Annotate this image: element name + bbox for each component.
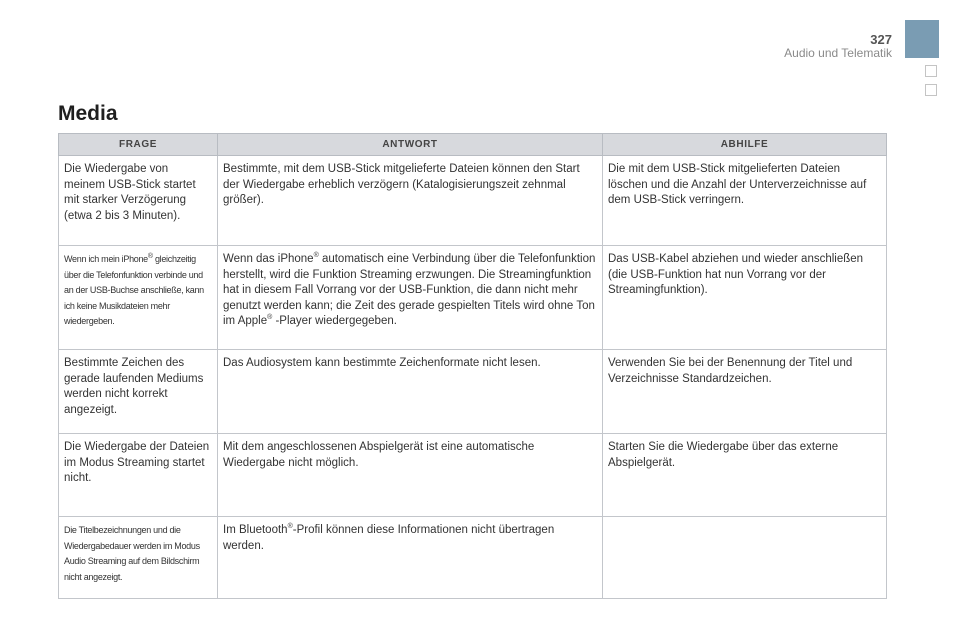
abhilfe-cell: Verwenden Sie bei der Benennung der Titel und Verzeichnisse Standardzeichen. — [603, 350, 887, 434]
page-heading: Media — [58, 102, 118, 125]
frage-text: Wenn ich mein iPhone — [64, 254, 148, 264]
registered-mark: ® — [267, 314, 273, 322]
frage-cell: Die Wiedergabe von meinem USB-Stick startet mit starker Verzögerung (etwa 2 bis 3 Minuten). — [59, 156, 218, 246]
antwort-cell — [218, 246, 603, 350]
abhilfe-cell: Die mit dem USB-Stick mitgelieferten Dateien löschen und die Anzahl der Unterverzeichnisse auf dem USB-Stick verringern. — [603, 156, 887, 246]
antwort-cell — [218, 517, 603, 599]
table-row — [59, 517, 887, 599]
table-row — [59, 156, 887, 246]
nav-square-icon — [925, 84, 937, 96]
page-number: 327 — [870, 32, 892, 47]
registered-mark: ® — [313, 252, 319, 260]
abhilfe-cell — [603, 517, 887, 599]
table-row — [59, 434, 887, 517]
faq-table — [58, 133, 887, 599]
section-title: Audio und Telematik — [784, 46, 892, 60]
antwort-cell: Das Audiosystem kann bestimmte Zeichenformate nicht lesen. — [218, 350, 603, 434]
table-header-row — [59, 134, 887, 156]
frage-cell: Bestimmte Zeichen des gerade laufenden Mediums werden nicht korrekt angezeigt. — [59, 350, 218, 434]
antwort-text: Wenn das iPhone — [223, 253, 314, 265]
column-header-antwort: ANTWORT — [218, 134, 603, 156]
frage-text: gleichzeitig über die Telefonfunktion verbinde und an der USB-Buchse anschließe, kann ich keine Musikdateien mehr wiedergeben. — [64, 254, 204, 326]
antwort-text: Im Bluetooth — [223, 524, 288, 536]
antwort-text: -Player wiedergegeben. — [272, 315, 397, 327]
abhilfe-cell: Starten Sie die Wiedergabe über das externe Abspielgerät. — [603, 434, 887, 517]
table-row — [59, 350, 887, 434]
antwort-text: -Profil können diese Informationen nicht übertragen werden. — [223, 524, 555, 552]
antwort-cell: Bestimmte, mit dem USB-Stick mitgelieferte Dateien können den Start der Wiedergabe erheblich verzögern (Katalogisierungszeit zehnmal größer). — [218, 156, 603, 246]
frage-cell — [59, 246, 218, 350]
antwort-cell: Mit dem angeschlossenen Abspielgerät ist eine automatische Wiedergabe nicht möglich. — [218, 434, 603, 517]
antwort-text: automatisch eine Verbindung über die Telefonfunktion herstellt, wird die Funktion Streaming erzwungen. Die Streamingfunktion hat in diesem Fall Vorrang vor der USB-Funktion, die dann nicht mehr genutzt werden kann; die Zeit des gerade gespielten Titels wird ohne Ton im Apple — [223, 253, 596, 327]
frage-cell: Die Titelbezeichnungen und die Wiedergabedauer werden im Modus Audio Streaming auf dem Bildschirm nicht angezeigt. — [59, 517, 218, 599]
column-header-abhilfe: ABHILFE — [603, 134, 887, 156]
chapter-tab — [905, 20, 939, 58]
registered-mark: ® — [147, 253, 153, 260]
nav-square-icon — [925, 65, 937, 77]
column-header-frage: FRAGE — [59, 134, 218, 156]
abhilfe-cell: Das USB-Kabel abziehen und wieder anschließen (die USB-Funktion hat nun Vorrang vor der Streamingfunktion). — [603, 246, 887, 350]
table-row — [59, 246, 887, 350]
registered-mark: ® — [287, 523, 293, 531]
frage-cell: Die Wiedergabe der Dateien im Modus Streaming startet nicht. — [59, 434, 218, 517]
